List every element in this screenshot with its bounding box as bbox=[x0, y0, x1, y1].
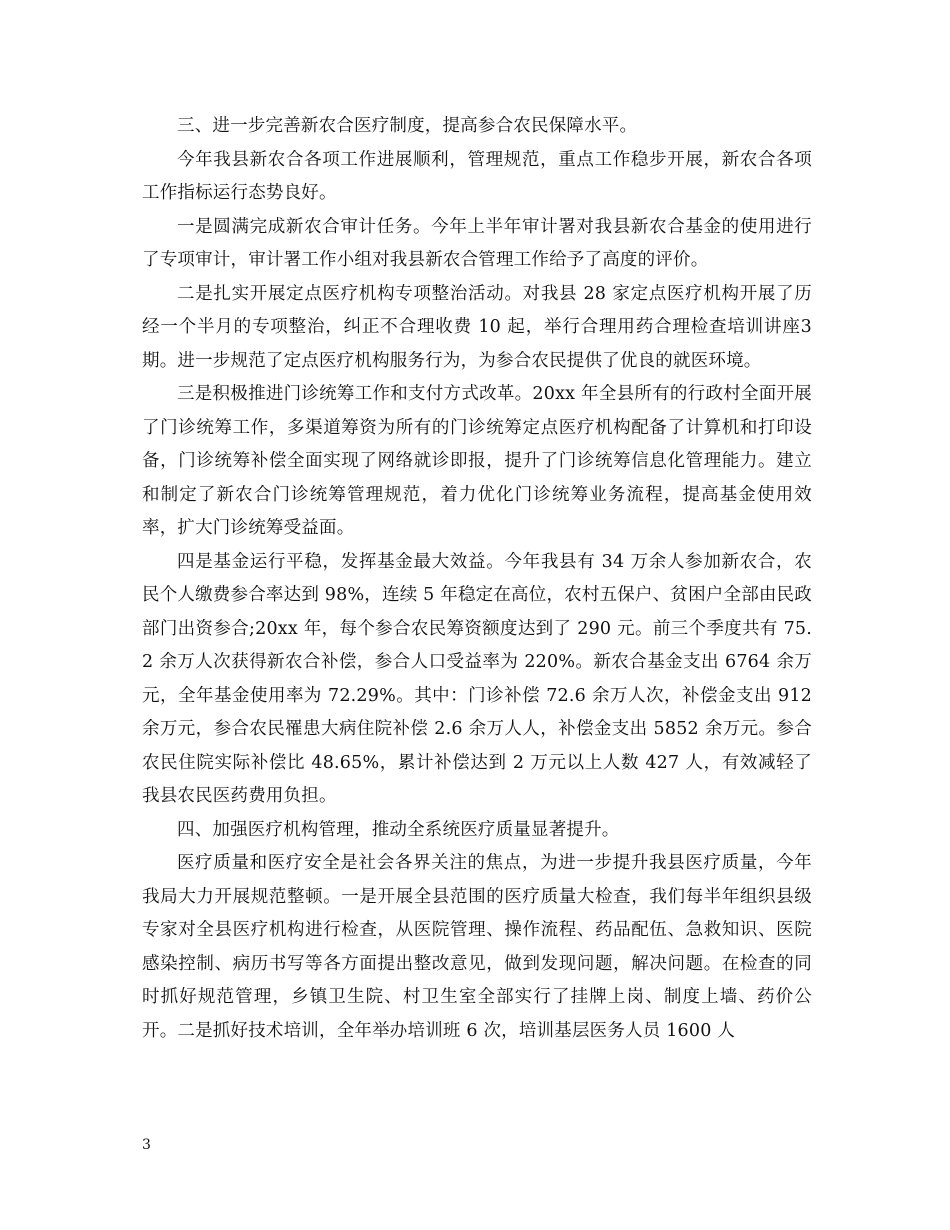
page-number: 3 bbox=[142, 1137, 151, 1153]
section-heading-four: 四、加强医疗机构管理，推动全系统医疗质量显著提升。 bbox=[177, 819, 620, 840]
paragraph-fund-operation: 四是基金运行平稳，发挥基金最大效益。今年我县有 34 万余人参加新农合，农民个人缴费参合率达到 98%，连续 5 年稳定在高位，农村五保户、贫困户全部由民政部门出资参合;20xx 年，每个参合农民筹资额度达到了 290 元。前三个季度共有 75.2 余万人次获得新农合补偿，参合人口受益率为 220%。新农合基金支出 6764 余万元，全年基金使用率为 72.29%。其中：门诊补偿 72.6 余万人次，补偿金支出 912 余万元，参合农民罹患大病住院补偿 2.6 余万人人，补偿金支出 5852 余万元。参合农民住院实际补偿比 48.65%，累计补偿达到 2 万元以上人数 427 人，有效减轻了我县农民医药费用负担。 bbox=[142, 551, 812, 806]
paragraph-audit: 一是圆满完成新农合审计任务。今年上半年审计署对我县新农合基金的使用进行了专项审计，审计署工作小组对我县新农合管理工作给予了高度的评价。 bbox=[142, 216, 812, 270]
paragraph-outpatient-reform: 三是积极推进门诊统筹工作和支付方式改革。20xx 年全县所有的行政村全面开展了门诊统筹工作，多渠道筹资为所有的门诊统筹定点医疗机构配备了计算机和打印设备，门诊统筹补偿全面实现了网络就诊即报，提升了门诊统筹信息化管理能力。建立和制定了新农合门诊统筹管理规范，着力优化门诊统筹业务流程，提高基金使用效率，扩大门诊统筹受益面。 bbox=[142, 384, 812, 538]
paragraph-medical-quality: 医疗质量和医疗安全是社会各界关注的焦点，为进一步提升我县医疗质量，今年我局大力开展规范整顿。一是开展全县范围的医疗质量大检查，我们每半年组织县级专家对全县医疗机构进行检查，从医院管理、操作流程、药品配伍、急救知识、医院感染控制、病历书写等各方面提出整改意见，做到发现问题，解决问题。在检查的同时抓好规范管理，乡镇卫生院、村卫生室全部实行了挂牌上岗、制度上墙、药价公开。二是抓好技术培训，全年举办培训班 6 次，培训基层医务人员 1600 人 bbox=[142, 853, 812, 1041]
section-heading-three: 三、进一步完善新农合医疗制度，提高参合农民保障水平。 bbox=[177, 116, 638, 136]
paragraph-rectification: 二是扎实开展定点医疗机构专项整治活动。对我县 28 家定点医疗机构开展了历经一个半月的专项整治，纠正不合理收费 10 起，举行合理用药合理检查培训讲座3期。进一步规范了定点医疗机构服务行为，为参合农民提供了优良的就医环境。 bbox=[142, 283, 812, 371]
paragraph-overview: 今年我县新农合各项工作进展顺利，管理规范，重点工作稳步开展，新农合各项工作指标运行态势良好。 bbox=[142, 149, 812, 203]
document-body bbox=[142, 110, 812, 1048]
